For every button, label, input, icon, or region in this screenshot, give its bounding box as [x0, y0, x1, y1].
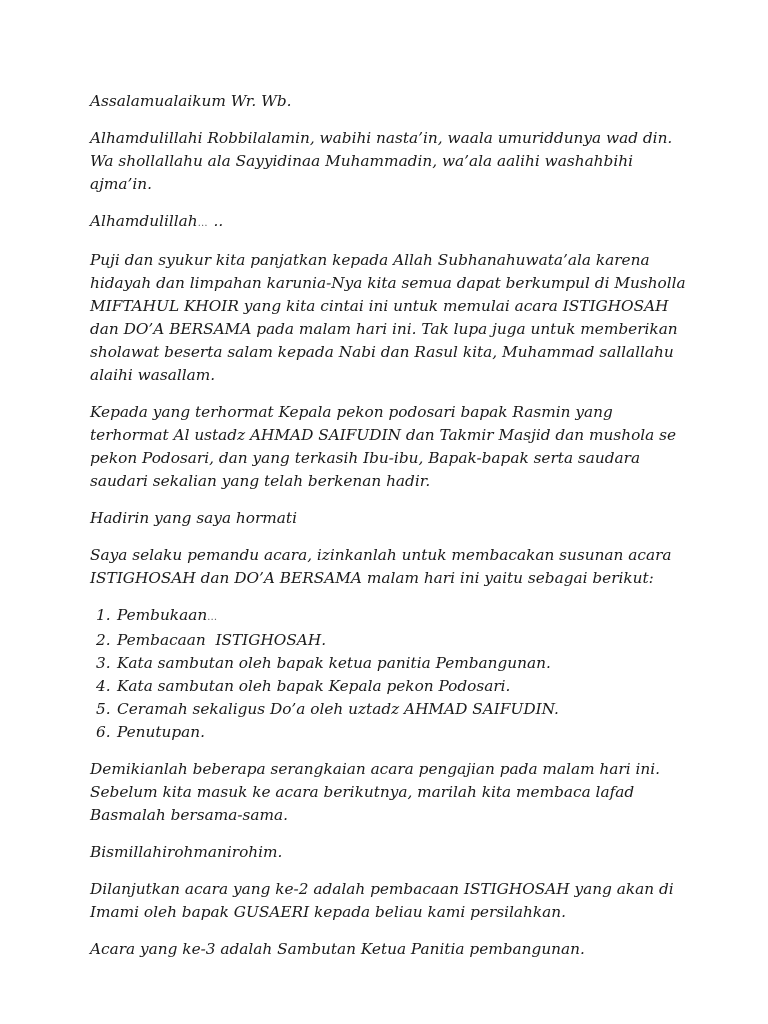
agenda-item — [90, 652, 690, 675]
agenda-intro: Saya selaku pemandu acara, izinkanlah untuk membacakan susunan acara ISTIGHOSAH dan DO’A BERSAMA malam hari ini yaitu sebagai berikut: — [90, 546, 672, 587]
opening-paragraph: Alhamdulillahi Robbilalamin, wabihi nasta’in, waala umuriddunya wad din. Wa shollallahu ala Sayyidinaa Muhammadin, wa’ala aalihi washahbihi ajma’in. — [90, 129, 673, 193]
agenda-item-number: 3. — [96, 654, 111, 672]
agenda-item — [90, 675, 690, 698]
alhamdulillah-text: Alhamdulillah — [90, 212, 198, 230]
audience-line: Hadirin yang saya hormati — [90, 509, 297, 527]
third-agenda-paragraph: Acara yang ke-3 adalah Sambutan Ketua Panitia pembangunan. — [90, 940, 585, 958]
agenda-item — [90, 721, 690, 744]
respects-paragraph: Kepada yang terhormat Kepala pekon podosari bapak Rasmin yang terhormat Al ustadz AHMAD SAIFUDIN dan Takmir Masjid dan mushola se pekon Podosari, dan yang terkasih Ibu-ibu, Bapak-bapak serta saudara saudari sekalian yang telah berkenan hadir. — [90, 403, 677, 490]
agenda-item-text: Ceramah sekaligus Do’a oleh uztadz AHMAD SAIFUDIN. — [117, 700, 559, 718]
agenda-item-text: Penutupan. — [117, 723, 205, 741]
agenda-item-text: Kata sambutan oleh bapak Kepala pekon Podosari. — [117, 677, 511, 695]
agenda-list — [90, 604, 690, 744]
alhamdulillah-ellipsis: … — [197, 218, 209, 229]
document-page — [90, 90, 690, 975]
agenda-item-number: 6. — [96, 723, 111, 741]
alhamdulillah-dots: .. — [208, 212, 224, 230]
agenda-item-text: Pembacaan ISTIGHOSAH. — [117, 631, 327, 649]
agenda-item-text: Kata sambutan oleh bapak ketua panitia Pembangunan. — [117, 654, 551, 672]
greeting: Assalamualaikum Wr. Wb. — [90, 92, 292, 110]
agenda-item-number: 4. — [96, 677, 111, 695]
agenda-item-ellipsis: … — [207, 612, 219, 623]
agenda-item-number: 1. — [96, 606, 111, 624]
bismillah-line: Bismillahirohmanirohim. — [90, 843, 283, 861]
continuation-paragraph: Dilanjutkan acara yang ke-2 adalah pembacaan ISTIGHOSAH yang akan di Imami oleh bapak GUSAERI kepada beliau kami persilahkan. — [90, 880, 674, 921]
agenda-item-number: 2. — [96, 631, 111, 649]
agenda-item — [90, 698, 690, 721]
agenda-item-number: 5. — [96, 700, 111, 718]
agenda-item — [90, 629, 690, 652]
agenda-item — [90, 604, 690, 629]
closing-note-paragraph: Demikianlah beberapa serangkaian acara pengajian pada malam hari ini. Sebelum kita masuk ke acara berikutnya, marilah kita membaca lafad Basmalah bersama-sama. — [90, 760, 660, 824]
alhamdulillah-line — [90, 210, 690, 235]
agenda-item-text: Pembukaan — [117, 606, 208, 624]
praise-paragraph: Puji dan syukur kita panjatkan kepada Allah Subhanahuwata’ala karena hidayah dan limpahan karunia-Nya kita semua dapat berkumpul di Musholla MIFTAHUL KHOIR yang kita cintai ini untuk memulai acara ISTIGHOSAH dan DO’A BERSAMA pada malam hari ini. Tak lupa juga untuk memberikan sholawat beserta salam kepada Nabi dan Rasul kita, Muhammad sallallahu alaihi wasallam. — [90, 251, 686, 384]
